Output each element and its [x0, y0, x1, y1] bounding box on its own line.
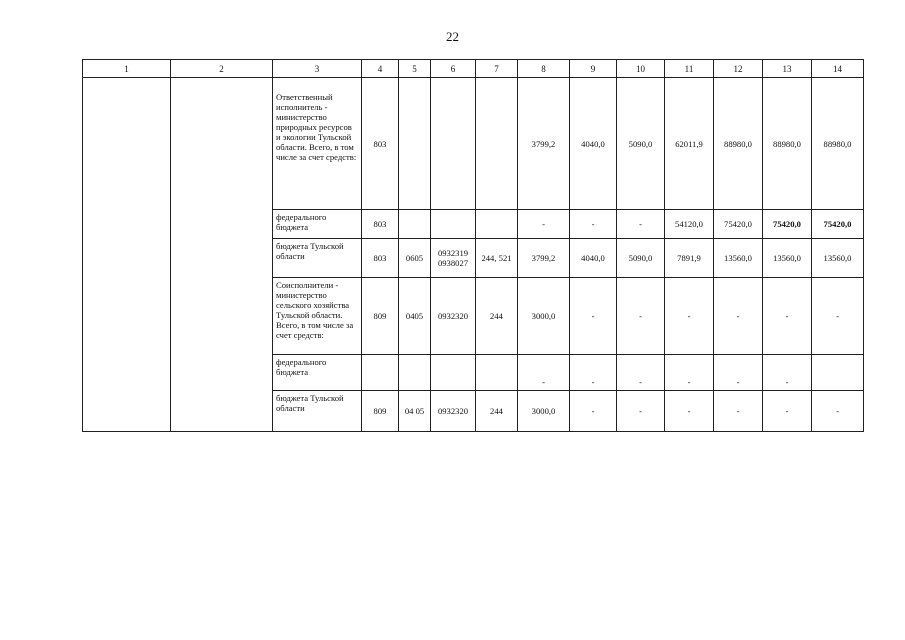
table-cell: - [812, 391, 864, 432]
row-label: бюджета Тульской области [273, 239, 362, 278]
table-cell [476, 355, 518, 391]
budget-table [82, 59, 864, 432]
row-label: Соисполнители - министерство сельского хозяйства Тульской области. Всего, в том числе за счет средств: [273, 278, 362, 355]
table-cell: 75420,0 [714, 210, 763, 239]
table-cell [431, 355, 476, 391]
table-cell: 244 [476, 278, 518, 355]
table-cell: 5090,0 [617, 239, 665, 278]
table-cell: - [518, 210, 570, 239]
table-cell: - [763, 278, 812, 355]
table-cell: 244 [476, 391, 518, 432]
table-cell: - [763, 355, 812, 391]
table-cell: 809 [362, 391, 399, 432]
table-cell [431, 210, 476, 239]
column-header: 7 [476, 60, 518, 78]
table-cell: 75420,0 [812, 210, 864, 239]
table-row [83, 78, 864, 210]
table-cell: 13560,0 [812, 239, 864, 278]
table-cell: 244, 521 [476, 239, 518, 278]
table-cell: 3000,0 [518, 278, 570, 355]
table-cell: - [570, 210, 617, 239]
table-cell: 04 05 [399, 391, 431, 432]
column-header: 2 [171, 60, 273, 78]
table-cell: 13560,0 [763, 239, 812, 278]
table-cell: - [617, 391, 665, 432]
table-cell: - [665, 278, 714, 355]
table-cell [476, 78, 518, 210]
table-cell: 4040,0 [570, 239, 617, 278]
column-header: 5 [399, 60, 431, 78]
table-cell: 13560,0 [714, 239, 763, 278]
table-cell [399, 78, 431, 210]
column-header: 1 [83, 60, 171, 78]
table-cell [476, 210, 518, 239]
table-cell: 5090,0 [617, 78, 665, 210]
table-cell [399, 210, 431, 239]
table-cell: - [617, 278, 665, 355]
table-cell: 803 [362, 239, 399, 278]
table-cell: - [617, 355, 665, 391]
table-cell: 4040,0 [570, 78, 617, 210]
table-cell: - [714, 391, 763, 432]
table-cell: 88980,0 [714, 78, 763, 210]
table-cell: 3000,0 [518, 391, 570, 432]
table-cell: - [570, 391, 617, 432]
merged-cell-col2 [171, 78, 273, 432]
table-cell: 0405 [399, 278, 431, 355]
table-cell: - [665, 355, 714, 391]
header-row [83, 60, 864, 78]
table-cell: 54120,0 [665, 210, 714, 239]
table-cell: 803 [362, 210, 399, 239]
table-cell: 88980,0 [763, 78, 812, 210]
row-label: Ответственный исполнитель - министерство природных ресурсов и экологии Тульской области. Всего, в том числе за счет средств: [273, 78, 362, 210]
table-cell: 0932319 0938027 [431, 239, 476, 278]
page-number: 22 [446, 29, 459, 44]
table-cell: - [665, 391, 714, 432]
row-label: федерального бюджета [273, 210, 362, 239]
column-header: 6 [431, 60, 476, 78]
table-cell: 3799,2 [518, 78, 570, 210]
column-header: 12 [714, 60, 763, 78]
column-header: 10 [617, 60, 665, 78]
column-header: 11 [665, 60, 714, 78]
table-cell: - [714, 278, 763, 355]
column-header: 3 [273, 60, 362, 78]
table-cell: 0932320 [431, 391, 476, 432]
merged-cell-col1 [83, 78, 171, 432]
row-label: федерального бюджета [273, 355, 362, 391]
table-cell: 809 [362, 278, 399, 355]
column-header: 9 [570, 60, 617, 78]
table-cell [812, 355, 864, 391]
table-cell: - [617, 210, 665, 239]
table-cell: 803 [362, 78, 399, 210]
table-cell [362, 355, 399, 391]
table-cell: 3799,2 [518, 239, 570, 278]
table-cell [431, 78, 476, 210]
table-cell: 88980,0 [812, 78, 864, 210]
table-cell: - [812, 278, 864, 355]
column-header: 4 [362, 60, 399, 78]
table-cell: - [763, 391, 812, 432]
table-cell: 0932320 [431, 278, 476, 355]
table-cell: - [714, 355, 763, 391]
row-label: бюджета Тульской области [273, 391, 362, 432]
column-header: 8 [518, 60, 570, 78]
column-header: 14 [812, 60, 864, 78]
table-cell: 7891,9 [665, 239, 714, 278]
table-cell: 62011,9 [665, 78, 714, 210]
table-cell: 75420,0 [763, 210, 812, 239]
table-cell [399, 355, 431, 391]
table-cell: - [518, 355, 570, 391]
table-cell: 0605 [399, 239, 431, 278]
column-header: 13 [763, 60, 812, 78]
table-cell: - [570, 355, 617, 391]
table-cell: - [570, 278, 617, 355]
